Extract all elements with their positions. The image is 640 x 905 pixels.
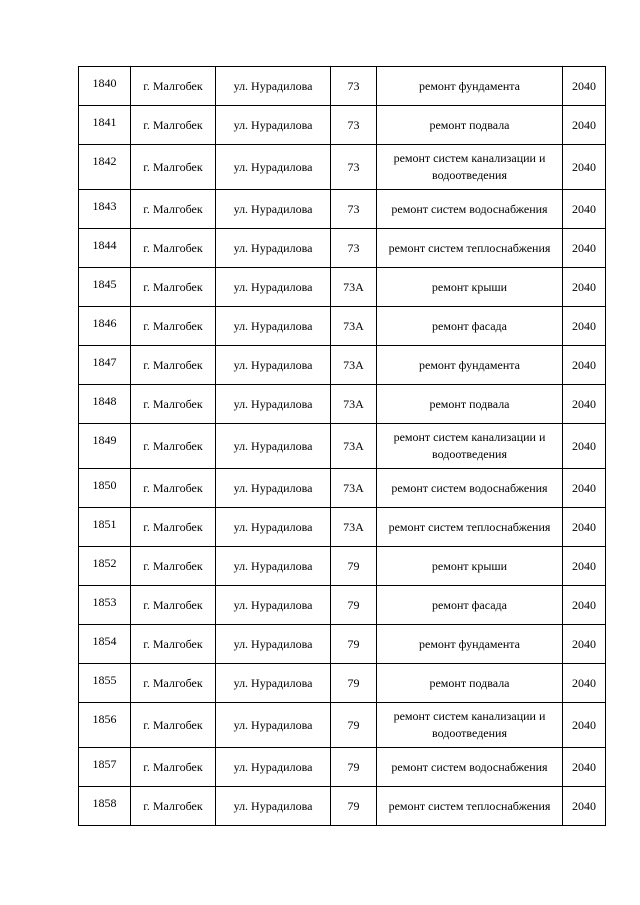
year-cell: 2040 <box>563 703 606 748</box>
house-number-cell: 79 <box>331 664 377 703</box>
row-number-cell: 1856 <box>79 703 131 748</box>
work-type-cell: ремонт систем канализации и водоотведения <box>377 145 563 190</box>
table-row <box>79 547 606 586</box>
year-cell: 2040 <box>563 424 606 469</box>
work-type-cell: ремонт подвала <box>377 664 563 703</box>
house-number-cell: 73 <box>331 190 377 229</box>
street-cell: ул. Нурадилова <box>216 106 331 145</box>
table-row <box>79 106 606 145</box>
street-cell: ул. Нурадилова <box>216 307 331 346</box>
city-cell: г. Малгобек <box>131 307 216 346</box>
house-number-cell: 79 <box>331 703 377 748</box>
table-row <box>79 268 606 307</box>
house-number-cell: 73А <box>331 307 377 346</box>
work-type-cell: ремонт крыши <box>377 268 563 307</box>
house-number-cell: 73А <box>331 346 377 385</box>
house-number-cell: 73А <box>331 469 377 508</box>
row-number-cell: 1846 <box>79 307 131 346</box>
year-cell: 2040 <box>563 145 606 190</box>
city-cell: г. Малгобек <box>131 145 216 190</box>
work-type-cell: ремонт фундамента <box>377 625 563 664</box>
house-number-cell: 73 <box>331 229 377 268</box>
house-number-cell: 79 <box>331 748 377 787</box>
row-number-cell: 1850 <box>79 469 131 508</box>
work-type-cell: ремонт фасада <box>377 307 563 346</box>
street-cell: ул. Нурадилова <box>216 385 331 424</box>
house-number-cell: 73А <box>331 424 377 469</box>
year-cell: 2040 <box>563 346 606 385</box>
city-cell: г. Малгобек <box>131 346 216 385</box>
table-row <box>79 229 606 268</box>
work-type-cell: ремонт систем водоснабжения <box>377 748 563 787</box>
street-cell: ул. Нурадилова <box>216 748 331 787</box>
street-cell: ул. Нурадилова <box>216 586 331 625</box>
row-number-cell: 1851 <box>79 508 131 547</box>
row-number-cell: 1855 <box>79 664 131 703</box>
table-row <box>79 703 606 748</box>
work-type-cell: ремонт систем канализации и водоотведения <box>377 424 563 469</box>
row-number-cell: 1842 <box>79 145 131 190</box>
house-number-cell: 73 <box>331 106 377 145</box>
city-cell: г. Малгобек <box>131 67 216 106</box>
year-cell: 2040 <box>563 625 606 664</box>
year-cell: 2040 <box>563 547 606 586</box>
city-cell: г. Малгобек <box>131 508 216 547</box>
work-type-cell: ремонт крыши <box>377 547 563 586</box>
year-cell: 2040 <box>563 307 606 346</box>
house-number-cell: 73А <box>331 385 377 424</box>
city-cell: г. Малгобек <box>131 586 216 625</box>
row-number-cell: 1843 <box>79 190 131 229</box>
table-row <box>79 67 606 106</box>
table-row <box>79 145 606 190</box>
street-cell: ул. Нурадилова <box>216 190 331 229</box>
house-number-cell: 79 <box>331 787 377 826</box>
row-number-cell: 1848 <box>79 385 131 424</box>
table-body <box>79 67 606 826</box>
city-cell: г. Малгобек <box>131 424 216 469</box>
table-row <box>79 469 606 508</box>
table-row <box>79 748 606 787</box>
city-cell: г. Малгобек <box>131 703 216 748</box>
street-cell: ул. Нурадилова <box>216 67 331 106</box>
street-cell: ул. Нурадилова <box>216 424 331 469</box>
table-row <box>79 508 606 547</box>
city-cell: г. Малгобек <box>131 268 216 307</box>
year-cell: 2040 <box>563 67 606 106</box>
row-number-cell: 1853 <box>79 586 131 625</box>
table-row <box>79 307 606 346</box>
year-cell: 2040 <box>563 508 606 547</box>
city-cell: г. Малгобек <box>131 748 216 787</box>
street-cell: ул. Нурадилова <box>216 229 331 268</box>
work-type-cell: ремонт систем теплоснабжения <box>377 508 563 547</box>
year-cell: 2040 <box>563 469 606 508</box>
row-number-cell: 1844 <box>79 229 131 268</box>
street-cell: ул. Нурадилова <box>216 469 331 508</box>
row-number-cell: 1849 <box>79 424 131 469</box>
year-cell: 2040 <box>563 787 606 826</box>
house-number-cell: 73А <box>331 268 377 307</box>
city-cell: г. Малгобек <box>131 106 216 145</box>
work-type-cell: ремонт систем канализации и водоотведения <box>377 703 563 748</box>
work-type-cell: ремонт фасада <box>377 586 563 625</box>
row-number-cell: 1857 <box>79 748 131 787</box>
row-number-cell: 1858 <box>79 787 131 826</box>
street-cell: ул. Нурадилова <box>216 703 331 748</box>
year-cell: 2040 <box>563 586 606 625</box>
street-cell: ул. Нурадилова <box>216 508 331 547</box>
work-type-cell: ремонт систем теплоснабжения <box>377 229 563 268</box>
year-cell: 2040 <box>563 106 606 145</box>
row-number-cell: 1845 <box>79 268 131 307</box>
street-cell: ул. Нурадилова <box>216 664 331 703</box>
street-cell: ул. Нурадилова <box>216 625 331 664</box>
table-row <box>79 346 606 385</box>
street-cell: ул. Нурадилова <box>216 547 331 586</box>
year-cell: 2040 <box>563 385 606 424</box>
city-cell: г. Малгобек <box>131 385 216 424</box>
year-cell: 2040 <box>563 190 606 229</box>
row-number-cell: 1854 <box>79 625 131 664</box>
table-row <box>79 586 606 625</box>
work-type-cell: ремонт фундамента <box>377 346 563 385</box>
work-type-cell: ремонт фундамента <box>377 67 563 106</box>
year-cell: 2040 <box>563 664 606 703</box>
work-type-cell: ремонт систем водоснабжения <box>377 190 563 229</box>
house-number-cell: 73 <box>331 67 377 106</box>
table-row <box>79 664 606 703</box>
street-cell: ул. Нурадилова <box>216 787 331 826</box>
row-number-cell: 1840 <box>79 67 131 106</box>
street-cell: ул. Нурадилова <box>216 268 331 307</box>
row-number-cell: 1852 <box>79 547 131 586</box>
year-cell: 2040 <box>563 229 606 268</box>
house-number-cell: 79 <box>331 625 377 664</box>
table-row <box>79 424 606 469</box>
work-type-cell: ремонт подвала <box>377 385 563 424</box>
house-number-cell: 79 <box>331 547 377 586</box>
work-type-cell: ремонт систем водоснабжения <box>377 469 563 508</box>
house-number-cell: 79 <box>331 586 377 625</box>
city-cell: г. Малгобек <box>131 469 216 508</box>
year-cell: 2040 <box>563 748 606 787</box>
city-cell: г. Малгобек <box>131 229 216 268</box>
row-number-cell: 1847 <box>79 346 131 385</box>
city-cell: г. Малгобек <box>131 547 216 586</box>
city-cell: г. Малгобек <box>131 190 216 229</box>
city-cell: г. Малгобек <box>131 787 216 826</box>
city-cell: г. Малгобек <box>131 625 216 664</box>
table-row <box>79 625 606 664</box>
work-type-cell: ремонт систем теплоснабжения <box>377 787 563 826</box>
table-row <box>79 385 606 424</box>
repair-schedule-table <box>78 66 606 826</box>
street-cell: ул. Нурадилова <box>216 145 331 190</box>
table-row <box>79 787 606 826</box>
table-row <box>79 190 606 229</box>
year-cell: 2040 <box>563 268 606 307</box>
street-cell: ул. Нурадилова <box>216 346 331 385</box>
city-cell: г. Малгобек <box>131 664 216 703</box>
row-number-cell: 1841 <box>79 106 131 145</box>
work-type-cell: ремонт подвала <box>377 106 563 145</box>
house-number-cell: 73А <box>331 508 377 547</box>
house-number-cell: 73 <box>331 145 377 190</box>
